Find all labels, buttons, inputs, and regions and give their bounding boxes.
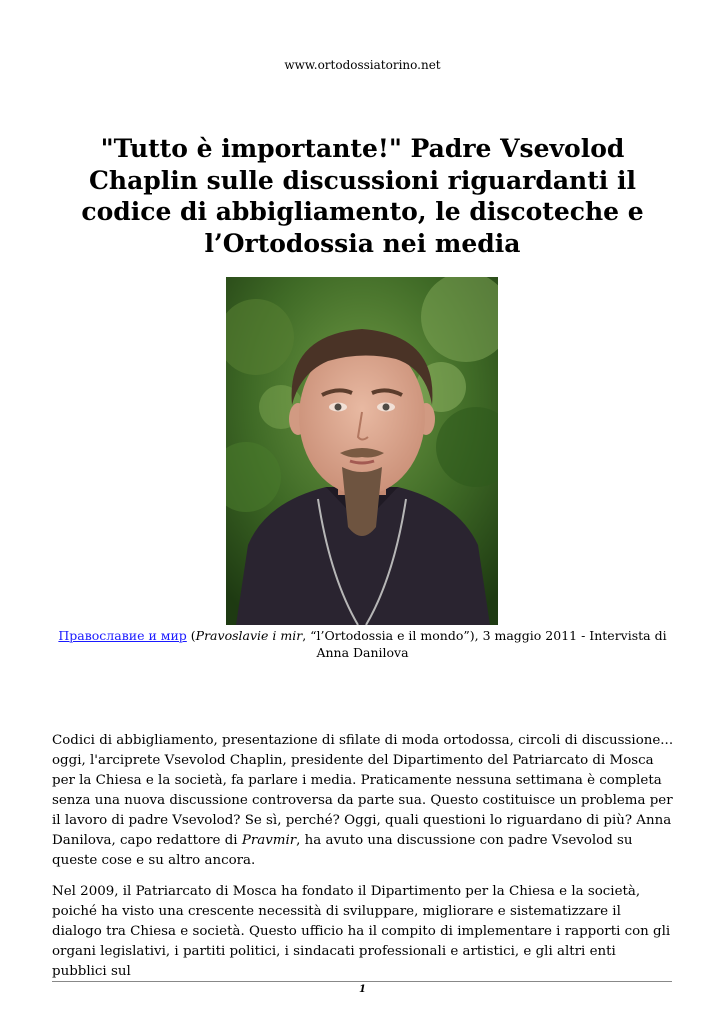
article-title: "Tutto è importante!" Padre Vsevolod Chaplin sulle discussioni riguardanti il codice di abbigliamento, le discoteche e l’Ortodossia nei media — [81, 134, 644, 258]
source-link[interactable]: Православие и мир — [58, 628, 187, 643]
photo-caption — [55, 628, 670, 661]
paragraph-2: Nel 2009, il Patriarcato di Mosca ha fondato il Dipartimento per la Chiesa e la società, poiché ha visto una crescente necessità di sviluppare, migliorare e sistematizzare il dialogo tra Chiesa e società. Questo ufficio ha il compito di implementare i rapporti con gli organi legislativi, i partiti politici, i sindacati professionali e artistici, e gli altri enti pubblici sul — [52, 884, 671, 979]
portrait-photo — [226, 277, 498, 625]
pravmir-emphasis: Pravmir — [241, 833, 297, 848]
caption-rest: , “l’Ortodossia e il mondo”), 3 maggio 2011 - Intervista di Anna Danilova — [302, 628, 667, 660]
article-body — [52, 731, 674, 993]
source-transliteration: Pravoslavie i mir — [195, 628, 303, 643]
paragraph-1: Codici di abbigliamento, presentazione di sfilate di moda ortodossa, circoli di discussione... oggi, l'arciprete Vsevolod Chaplin, presidente del Dipartimento del Patriarcato di Mosca per la Chiesa e la società, fa parlare i media. Praticamente nessuna settimana è completa senza una nuova discussione controversa da parte sua. Questo costituisce un problema per il lavoro di padre Vsevolod? Se sì, perché? Oggi, quali questioni lo riguardano di più? Anna Danilova, capo redattore di Pravmir, ha avuto una discussione con padre Vsevolod su queste cose e su altro ancora. — [52, 733, 674, 868]
footer-divider — [52, 981, 672, 982]
site-url: www.ortodossiatorino.net — [284, 58, 441, 72]
page-number: 1 — [359, 984, 366, 995]
caption-paren: ( — [186, 628, 196, 643]
